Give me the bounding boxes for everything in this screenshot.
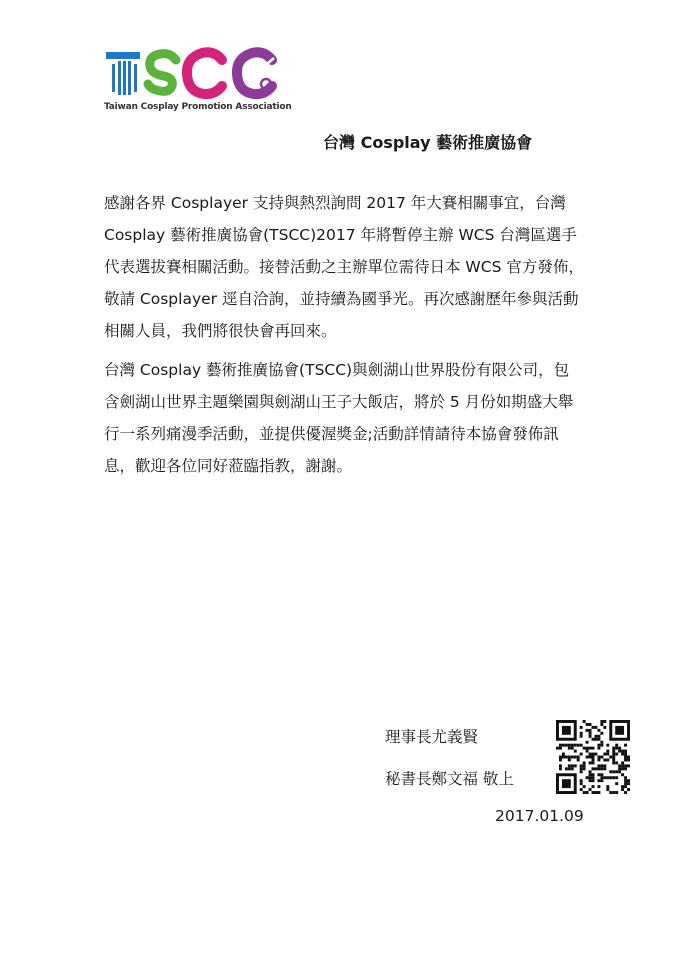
secretary-signature: 秘書長鄭文福 敬上	[385, 770, 514, 788]
logo-subtitle: Taiwan Cosplay Promotion Association	[104, 102, 292, 112]
paragraph-1: 感謝各界 Cosplayer 支持與熱烈詢問 2017 年大賽相關事宜，台灣 Cosplay 藝術推廣協會(TSCC)2017 年將暫停主辦 WCS 台灣區選手代表選拔賽相關活動。接替活動之主辦單位需待日本 WCS 官方發佈，敬請 Cosplayer 逕自洽詢，並持續為國爭光。再次感謝歷年參與活動相關人員，我們將很快會再回來。	[104, 194, 584, 340]
paragraph-2: 台灣 Cosplay 藝術推廣協會(TSCC)與劍湖山世界股份有限公司，包含劍湖山世界主題樂園與劍湖山王子大飯店，將於 5 月份如期盛大舉行一系列痛漫季活動，並提供優渥獎金;活動詳情請待本協會發佈訊息，歡迎各位同好蒞臨指教，謝謝。	[104, 361, 574, 475]
document-title: 台灣 Cosplay 藝術推廣協會	[323, 133, 533, 152]
chairman-signature: 理事長尤義賢	[385, 728, 479, 746]
tscc-logo-mark	[104, 40, 284, 102]
tscc-logo	[104, 40, 292, 116]
announcement-body	[104, 187, 584, 489]
qr-code-icon	[556, 720, 630, 794]
document-date: 2017.01.09	[495, 807, 584, 825]
